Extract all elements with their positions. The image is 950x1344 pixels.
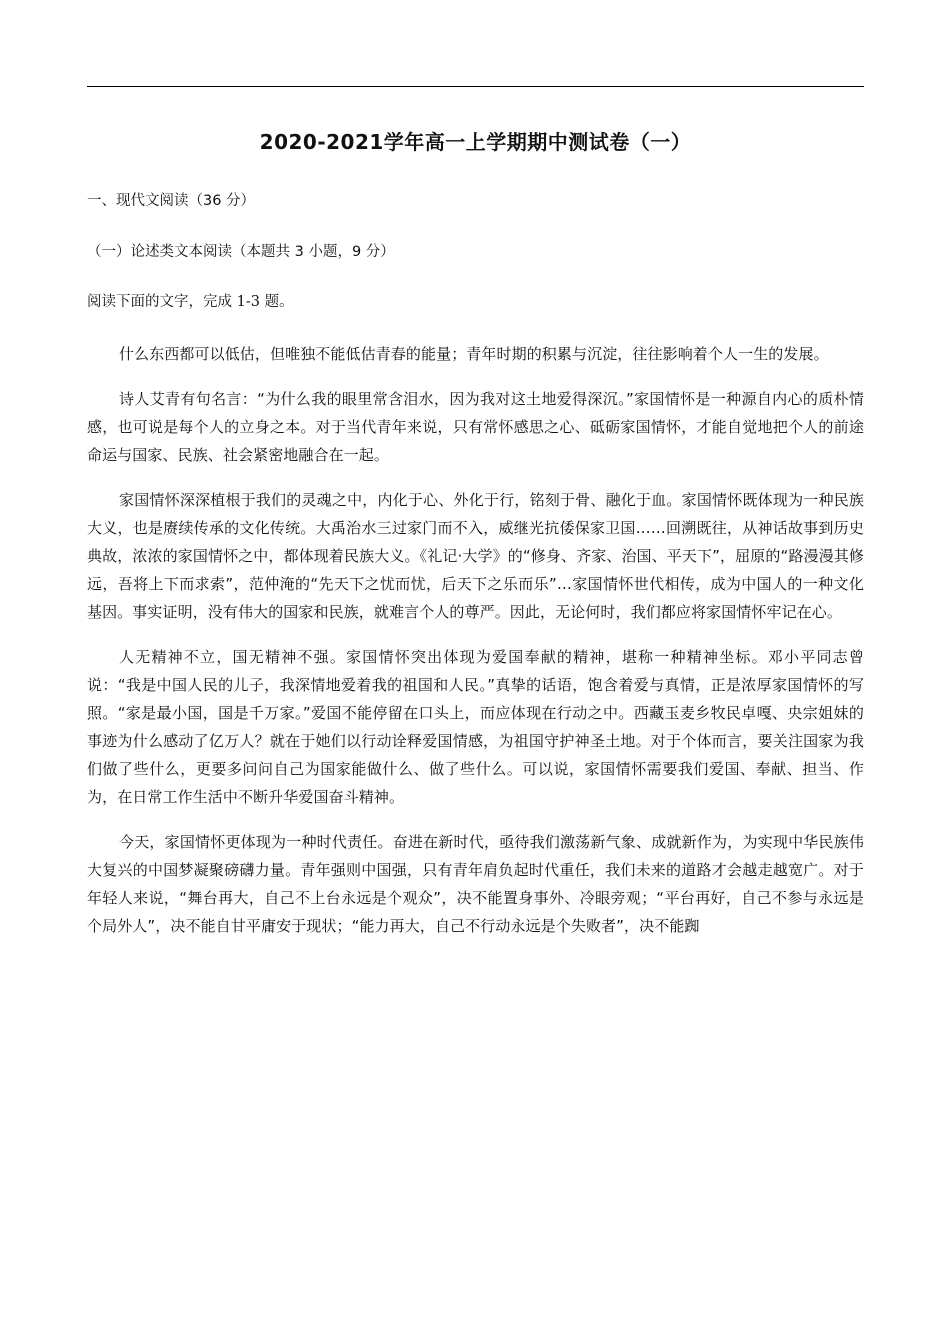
passage-paragraph: 家国情怀深深植根于我们的灵魂之中，内化于心、外化于行，铭刻于骨、融化于血。家国情怀既体现为一种民族大义，也是赓续传承的文化传统。大禹治水三过家门而不入，威继光抗倭保家卫国……回溯既往，从神话故事到历史典故，浓浓的家国情怀之中，都体现着民族大义。《礼记·大学》的“修身、齐家、治国、平天下”，屈原的“路漫漫其修远，吾将上下而求索”，范仲淹的“先天下之忧而忧，后天下之乐而乐”…家国情怀世代相传，成为中国人的一种文化基因。事实证明，没有伟大的国家和民族，就难言个人的尊严。因此，无论何时，我们都应将家国情怀牢记在心。 xyxy=(87,491,864,621)
subsection-heading: （一）论述类文本阅读（本题共 3 小题，9 分） xyxy=(87,244,395,260)
passage-paragraph: 今天，家国情怀更体现为一种时代责任。奋进在新时代，亟待我们激荡新气象、成就新作为，为实现中华民族伟大复兴的中国梦凝聚磅礴力量。青年强则中国强，只有青年肩负起时代重任，我们未来的道路才会越走越宽广。对于年轻人来说，“舞台再大，自己不上台永远是个观众”，决不能置身事外、冷眼旁观；“平台再好，自己不参与永远是个局外人”，决不能自甘平庸安于现状；“能力再大，自己不行动永远是个失败者”，决不能踟 xyxy=(87,833,864,935)
reading-passage xyxy=(87,340,864,957)
page-title: 2020-2021学年高一上学期期中测试卷（一） xyxy=(259,130,692,154)
section-heading: 一、现代文阅读（36 分） xyxy=(87,193,256,209)
passage-paragraph: 人无精神不立，国无精神不强。家国情怀突出体现为爱国奉献的精神，堪称一种精神坐标。邓小平同志曾说：“我是中国人民的儿子，我深情地爱着我的祖国和人民。”真挚的话语，饱含着爱与真情，正是浓厚家国情怀的写照。“家是最小国，国是千万家。”爱国不能停留在口头上，而应体现在行动之中。西藏玉麦乡牧民卓嘎、央宗姐妹的事迹为什么感动了亿万人？就在于她们以行动诠释爱国情感，为祖国守护神圣土地。对于个体而言，要关注国家为我们做了些什么，更要多问问自己为国家能做什么、做了些什么。可以说，家国情怀需要我们爱国、奉献、担当、作为，在日常工作生活中不断升华爱国奋斗精神。 xyxy=(87,648,864,806)
passage-paragraph: 诗人艾青有句名言：“为什么我的眼里常含泪水，因为我对这土地爱得深沉。”家国情怀是一种源自内心的质朴情感，也可说是每个人的立身之本。对于当代青年来说，只有常怀感思之心、砥砺家国情怀，才能自觉地把个人的前途命运与国家、民族、社会紧密地融合在一起。 xyxy=(87,390,864,464)
header-rule xyxy=(87,86,864,87)
passage-paragraph: 什么东西都可以低估，但唯独不能低估青春的能量；青年时期的积累与沉淀，往往影响着个人一生的发展。 xyxy=(119,345,829,363)
reading-instruction: 阅读下面的文字，完成 1-3 题。 xyxy=(87,294,294,310)
